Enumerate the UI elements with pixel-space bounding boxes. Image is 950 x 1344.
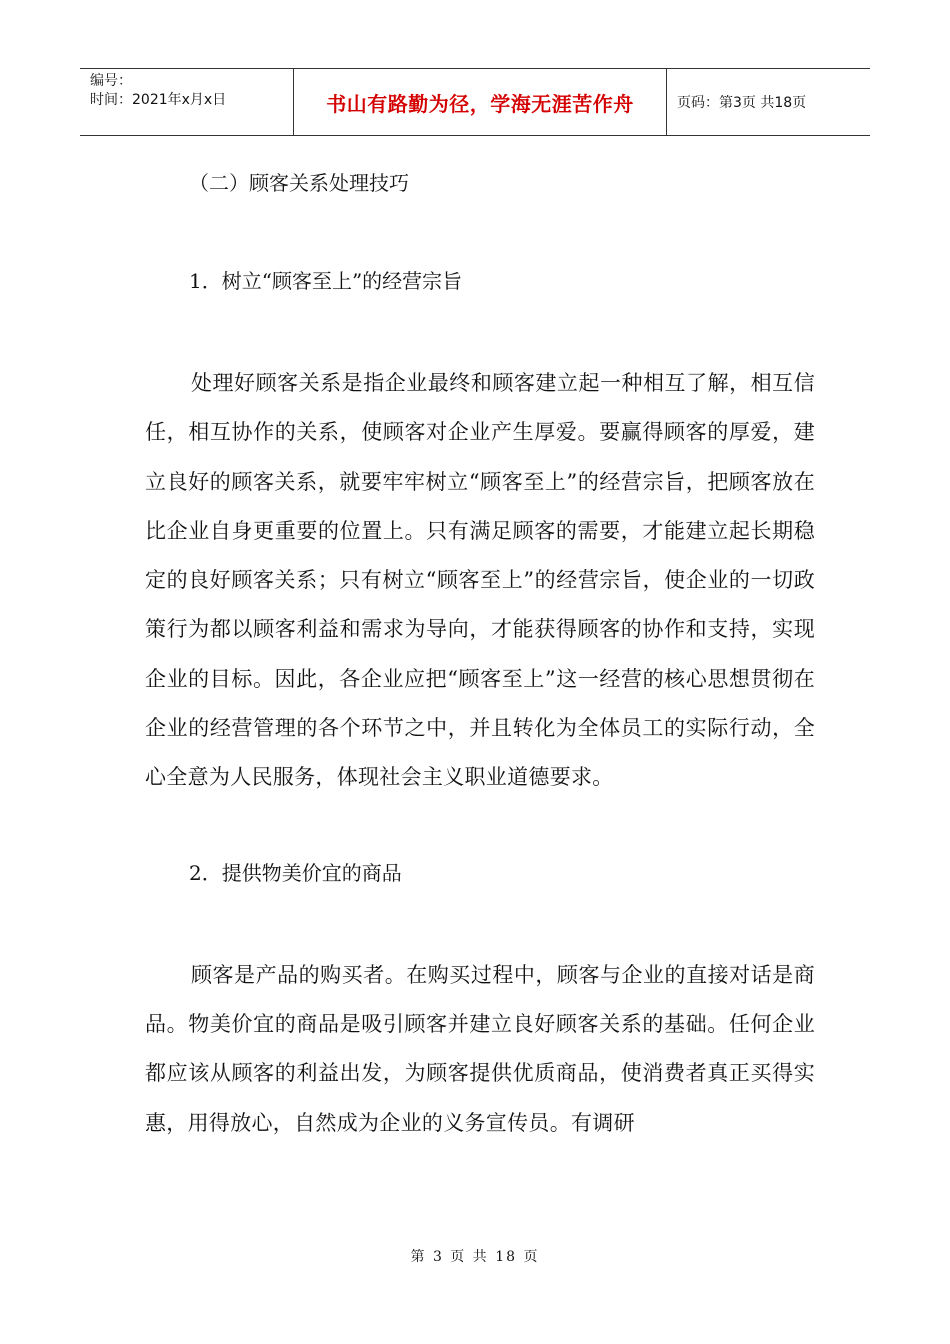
subsection-title-2: 2．提供物美价宜的商品: [189, 860, 402, 885]
subsection-title-1: 1．树立“顾客至上”的经营宗旨: [189, 269, 463, 293]
header-meta: [80, 69, 294, 135]
header-page-info: 页码：第3页 共18页: [677, 95, 807, 111]
header-motto: 书山有路勤为径，学海无涯苦作舟: [294, 69, 667, 135]
section-title: （二）顾客关系处理技巧: [189, 171, 409, 195]
paragraph-2: 顾客是产品的购买者。在购买过程中，顾客与企业的直接对话是商品。物美价宜的商品是吸引顾客并建立良好顾客关系的基础。任何企业都应该从顾客的利益出发，为顾客提供优质商品，使消费者真正买得实惠，用得放心，自然成为企业的义务宣传员。有调研: [145, 962, 815, 1135]
document-body: [145, 163, 815, 1148]
page-footer: 第 3 页 共 18 页: [410, 1249, 540, 1265]
paragraph-1: 处理好顾客关系是指企业最终和顾客建立起一种相互了解，相互信任，相互协作的关系，使顾客对企业产生厚爱。要赢得顾客的厚爱，建立良好的顾客关系，就要牢牢树立“顾客至上”的经营宗旨，把顾客放在比企业自身更重要的位置上。只有满足顾客的需要，才能建立起长期稳定的良好顾客关系；只有树立“顾客至上”的经营宗旨，使企业的一切政策行为都以顾客利益和需求为导向，才能获得顾客的协作和支持，实现企业的目标。因此，各企业应把“顾客至上”这一经营的核心思想贯彻在企业的经营管理的各个环节之中，并且转化为全体员工的实际行动，全心全意为人民服务，体现社会主义职业道德要求。: [145, 371, 815, 790]
page-header: [80, 68, 870, 136]
date-line: 时间：2021年x月x日: [90, 92, 227, 108]
number-label: 编号：: [90, 73, 132, 89]
